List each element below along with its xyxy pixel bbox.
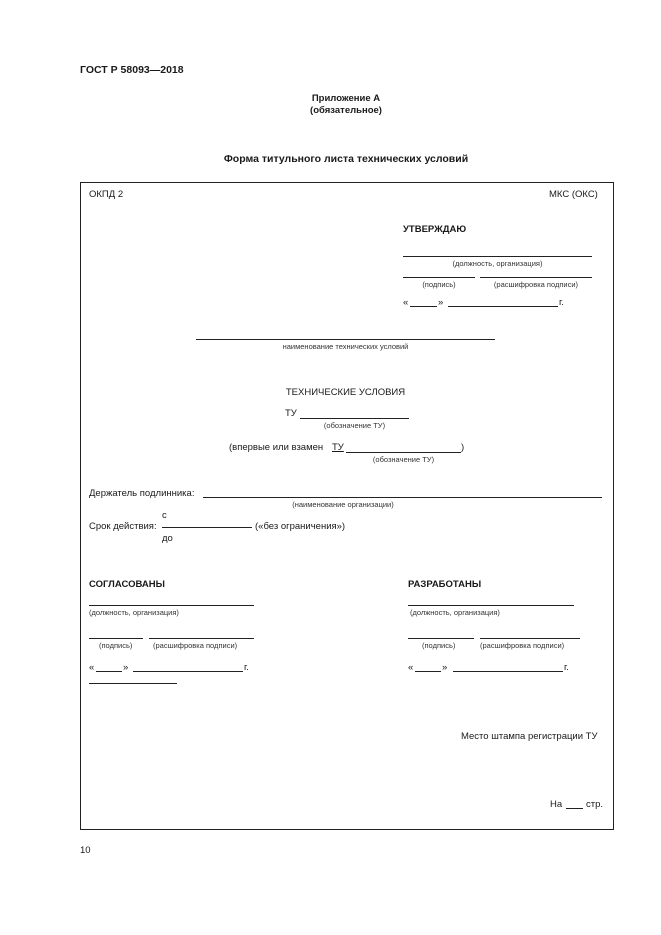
approve-position-caption: (должность, организация) (452, 259, 543, 268)
tu-designation-line (300, 418, 409, 419)
replace-close: ) (461, 442, 465, 453)
validity-line (162, 527, 252, 528)
agreed-decode-caption: (расшифровка подписи) (153, 641, 238, 650)
holder-label: Держатель подлинника: (89, 488, 195, 499)
agreed-decode-line (149, 638, 254, 639)
pages-line (566, 808, 583, 809)
approve-signature-caption: (подпись) (422, 280, 456, 289)
approve-day-line (410, 306, 437, 307)
developed-heading: РАЗРАБОТАНЫ (408, 579, 482, 590)
validity-unlimited: («без ограничения») (255, 521, 346, 532)
approve-year-suffix: г. (559, 297, 564, 308)
tu-prefix: ТУ (285, 408, 297, 419)
developed-position-caption: (должность, организация) (410, 608, 500, 617)
holder-caption: (наименование организации) (292, 500, 394, 509)
developed-month-line (453, 671, 563, 672)
agreed-signature-line (89, 638, 143, 639)
agreed-date-open: « (89, 662, 95, 673)
replace-tu: ТУ (332, 442, 344, 453)
page-number: 10 (80, 845, 91, 856)
approve-heading: УТВЕРЖДАЮ (403, 224, 467, 235)
tu-title: ТЕХНИЧЕСКИЕ УСЛОВИЯ (285, 387, 406, 398)
validity-label: Срок действия: (89, 521, 157, 532)
standard-number: ГОСТ Р 58093—2018 (80, 64, 184, 76)
approve-decode-caption: (расшифровка подписи) (493, 280, 579, 289)
developed-signature-caption: (подпись) (422, 641, 456, 650)
agreed-month-line (133, 671, 243, 672)
approve-decode-line (480, 277, 592, 278)
agreed-day-line (96, 671, 122, 672)
approve-month-line (448, 306, 558, 307)
form-title: Форма титульного листа технических условий (223, 153, 469, 165)
tu-name-caption: наименование технических условий (282, 342, 409, 351)
developed-date-open: « (408, 662, 414, 673)
agreed-extra-line (89, 683, 177, 684)
replace-caption: (обозначение ТУ) (372, 455, 435, 464)
tu-name-line (196, 339, 495, 340)
validity-from: с (162, 510, 167, 521)
replace-designation-line (346, 452, 461, 453)
replace-prefix: (впервые или взамен (229, 442, 324, 453)
tu-caption: (обозначение ТУ) (323, 421, 386, 430)
appendix-title: Приложение А (311, 93, 381, 104)
pages-prefix: На (550, 799, 563, 810)
developed-year-suffix: г. (564, 662, 569, 673)
approve-date-open: « (403, 297, 409, 308)
agreed-position-caption: (должность, организация) (89, 608, 179, 617)
developed-position-line (408, 605, 574, 606)
approve-date-close: » (438, 297, 444, 308)
pages-suffix: стр. (586, 799, 604, 810)
agreed-heading: СОГЛАСОВАНЫ (89, 579, 165, 590)
holder-line (203, 497, 602, 498)
developed-decode-caption: (расшифровка подписи) (480, 641, 565, 650)
developed-signature-line (408, 638, 474, 639)
agreed-date-close: » (123, 662, 129, 673)
agreed-year-suffix: г. (244, 662, 249, 673)
developed-decode-line (480, 638, 580, 639)
agreed-signature-caption: (подпись) (99, 641, 133, 650)
approve-position-line (403, 256, 592, 257)
developed-date-close: » (442, 662, 448, 673)
developed-day-line (415, 671, 441, 672)
mks-label: МКС (ОКС) (549, 189, 598, 200)
agreed-position-line (89, 605, 254, 606)
stamp-place-label: Место штампа регистрации ТУ (461, 731, 598, 742)
validity-to: до (162, 533, 173, 544)
appendix-status: (обязательное) (310, 105, 382, 116)
approve-signature-line (403, 277, 475, 278)
okpd-label: ОКПД 2 (89, 189, 124, 200)
